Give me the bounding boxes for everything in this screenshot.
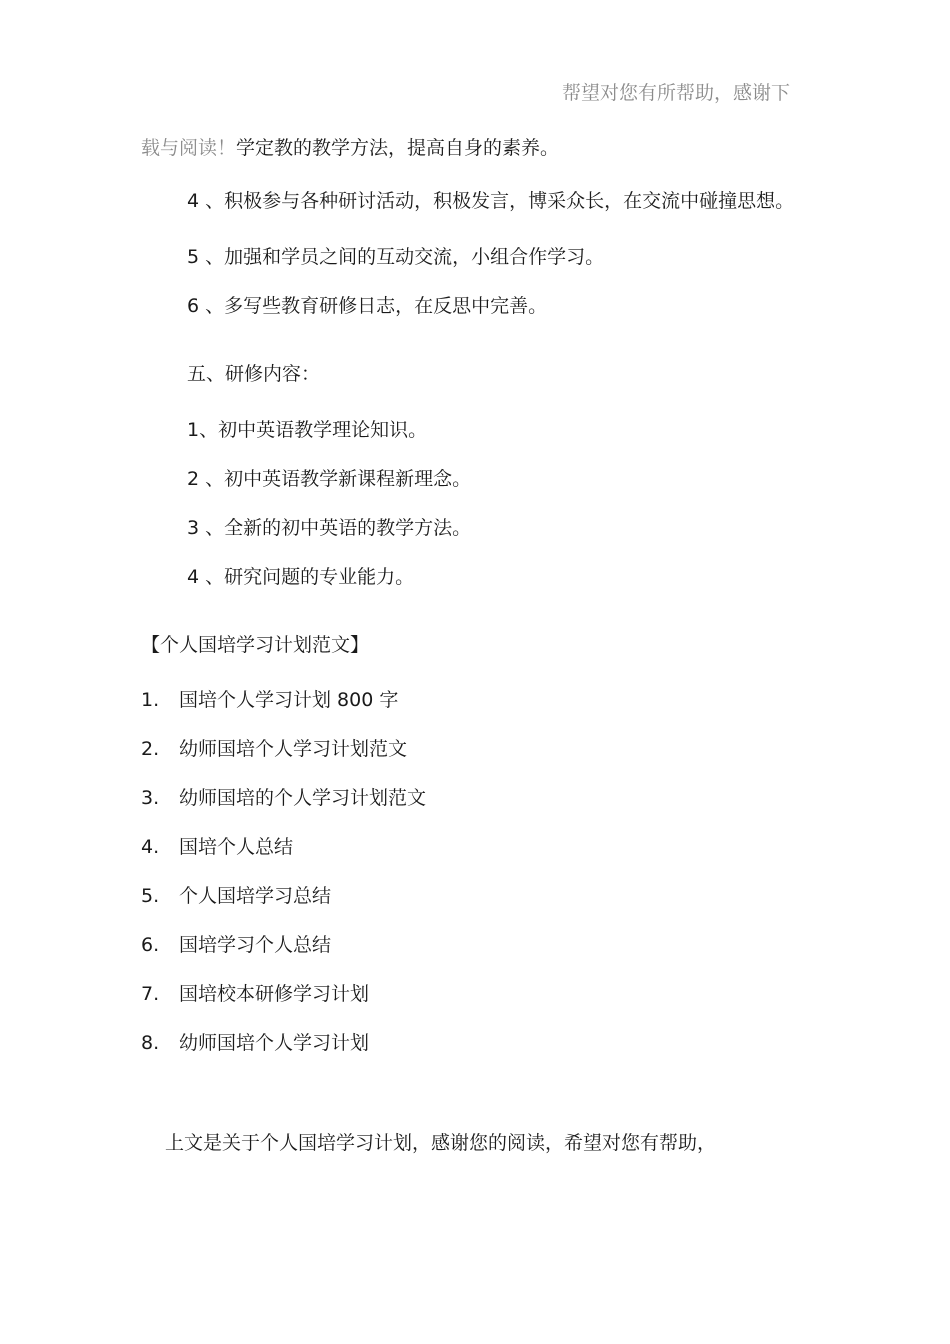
list-number: 1. [141, 689, 160, 711]
list-number: 6. [141, 934, 160, 956]
paragraph-text: 学定教的教学方法，提高自身的素养。 [236, 137, 560, 159]
related-link-7[interactable] [141, 982, 369, 1006]
related-link-6[interactable] [141, 933, 331, 957]
watermark-header: 帮望对您有所帮助，感谢下 [562, 82, 791, 104]
content-number: 1 [187, 419, 200, 441]
link-text[interactable]: 国培个人学习计划 800 字 [179, 689, 399, 711]
list-number: 7. [141, 983, 160, 1005]
link-text[interactable]: 国培个人总结 [179, 836, 294, 858]
content-text: 、研究问题的专业能力。 [205, 566, 415, 588]
first-paragraph-line [141, 136, 559, 160]
method-text: 、多写些教育研修日志，在反思中完善。 [205, 295, 548, 317]
method-item-4 [187, 189, 794, 213]
method-number: 6 [187, 295, 200, 317]
related-link-1[interactable] [141, 688, 398, 712]
related-link-2[interactable] [141, 737, 407, 761]
list-number: 4. [141, 836, 160, 858]
method-text: 、加强和学员之间的互动交流，小组合作学习。 [205, 246, 605, 268]
section-heading-five: 五、研修内容： [187, 363, 321, 385]
content-number: 3 [187, 517, 200, 539]
link-text[interactable]: 幼师国培的个人学习计划范文 [179, 787, 427, 809]
related-link-8[interactable] [141, 1031, 369, 1055]
content-item-4 [187, 565, 414, 589]
method-number: 5 [187, 246, 200, 268]
content-text: 、初中英语教学理论知识。 [199, 419, 428, 441]
related-link-5[interactable] [141, 884, 331, 908]
content-number: 4 [187, 566, 200, 588]
list-number: 5. [141, 885, 160, 907]
related-link-4[interactable] [141, 835, 293, 859]
content-text: 、全新的初中英语的教学方法。 [205, 517, 472, 539]
method-number: 4 [187, 190, 200, 212]
method-item-6 [187, 294, 547, 318]
content-item-3 [187, 516, 471, 540]
content-text: 、初中英语教学新课程新理念。 [205, 468, 472, 490]
link-text[interactable]: 国培校本研修学习计划 [179, 983, 370, 1005]
content-number: 2 [187, 468, 200, 490]
related-link-3[interactable] [141, 786, 426, 810]
method-text: 、积极参与各种研讨活动，积极发言，博采众长，在交流中碰撞思想。 [205, 190, 795, 212]
list-number: 8. [141, 1032, 160, 1054]
link-text[interactable]: 幼师国培个人学习计划范文 [179, 738, 408, 760]
link-text[interactable]: 国培学习个人总结 [179, 934, 332, 956]
list-number: 2. [141, 738, 160, 760]
method-item-5 [187, 245, 604, 269]
related-articles-heading: 【个人国培学习计划范文】 [141, 634, 370, 656]
content-item-1 [187, 418, 427, 442]
list-number: 3. [141, 787, 160, 809]
watermark-continued: 载与阅读！ [141, 137, 237, 159]
closing-paragraph: 上文是关于个人国培学习计划，感谢您的阅读，希望对您有帮助， [165, 1132, 717, 1154]
content-item-2 [187, 467, 471, 491]
link-text[interactable]: 个人国培学习总结 [179, 885, 332, 907]
link-text[interactable]: 幼师国培个人学习计划 [179, 1032, 370, 1054]
